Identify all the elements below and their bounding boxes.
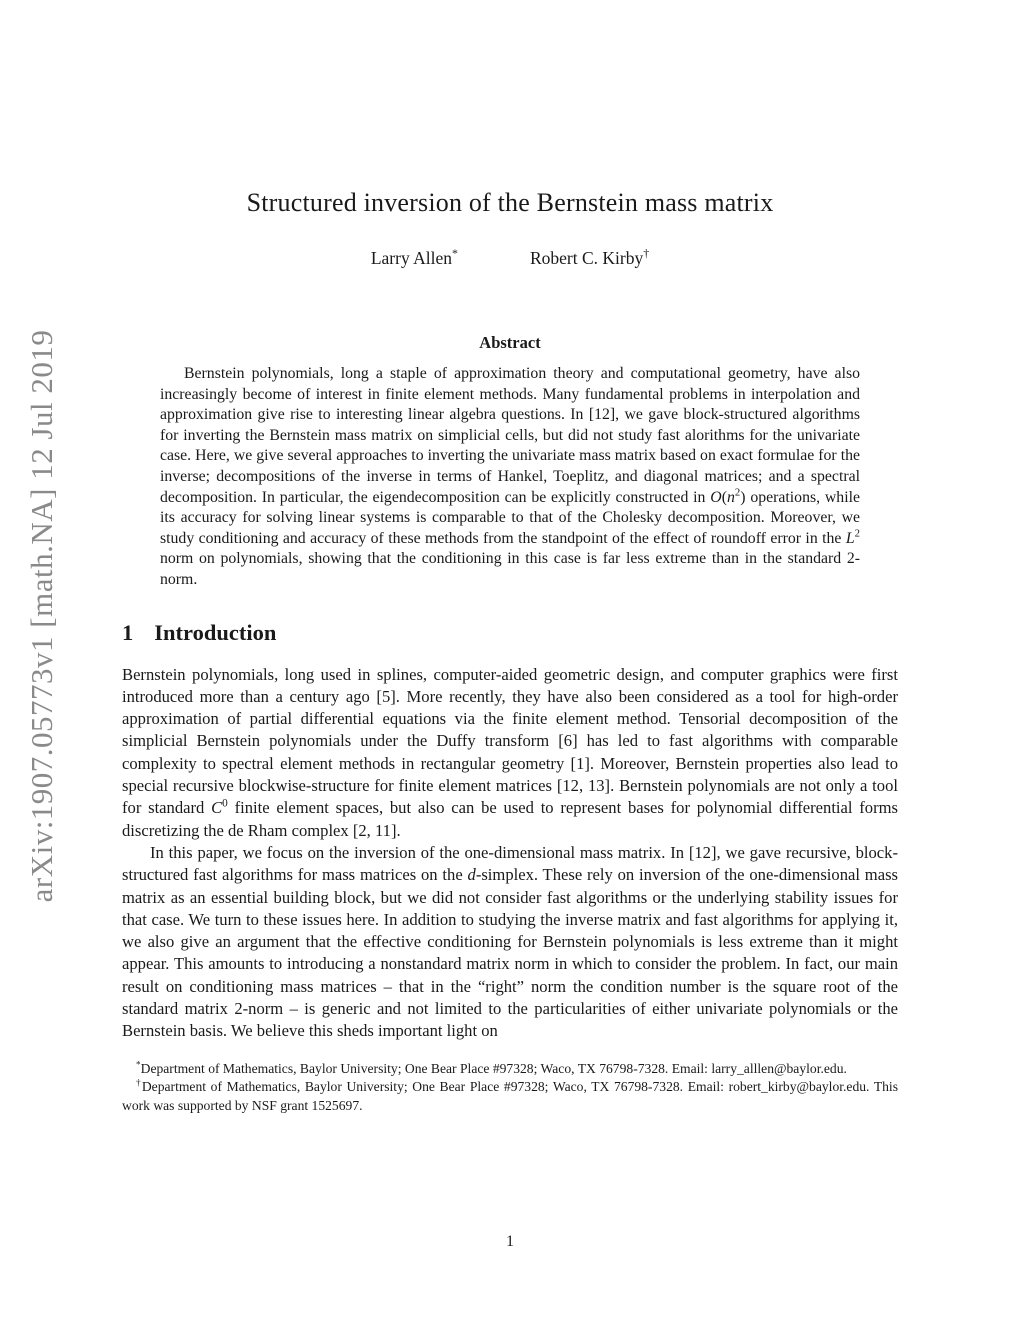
intro-paragraph-2: In this paper, we focus on the inversion of the one-dimensional mass matrix. In [12], we gave recursive, block-structured fast algorithms for mass matrices on the d-simplex. These rely on inversion of the one-dimensional mass matrix as an essential building block, but we did not consider fast algorithms or the underlying stability issues for that case. We turn to these issues here. In addition to studying the inverse matrix and fast algorithms for applying it, we also give an argument that the effective conditioning for Bernstein polynomials is less extreme than it might appear. This amounts to introducing a nonstandard matrix norm in which to consider the problem. In fact, our main result on conditioning mass matrices – that in the “right” norm the condition number is the square root of the standard matrix 2-norm – is generic and not limited to the particularities of either univariate polynomials or the Bernstein basis. We believe this sheds important light on [122,842,898,1041]
footnote-2: †Department of Mathematics, Baylor University; One Bear Place #97328; Waco, TX 76798-7328. Email: robert_kirby@baylor.edu. This work was supported by NSF grant 1525697. [122,1077,898,1113]
author-1-footnote-mark: * [451,246,458,261]
section-heading-introduction [122,620,898,646]
authors-row [122,248,898,269]
footnote-1: *Department of Mathematics, Baylor University; One Bear Place #97328; Waco, TX 76798-7328. Email: larry_alllen@baylor.edu. [136,1059,847,1076]
footnotes [122,1060,898,1116]
page-number: 1 [506,1233,514,1250]
author-2-footnote-mark: † [643,246,650,261]
paper-content [122,0,898,1115]
abstract-heading: Abstract [479,333,541,352]
paper-title: Structured inversion of the Bernstein mass matrix [246,188,774,217]
author-2-name: Robert C. Kirby [529,248,644,268]
author-1 [371,248,458,269]
author-2 [530,248,649,269]
section-number: 1 [122,619,134,645]
abstract-text: Bernstein polynomials, long a staple of approximation theory and computational geometry, have also increasingly become of interest in finite element methods. Many fundamental problems in interpolation and approximation give rise to interesting linear algebra questions. In [12], we gave block-structured algorithms for inverting the Bernstein mass matrix on simplicial cells, but did not study fast alorithms for the univariate case. Here, we give several approaches to inverting the univariate mass matrix based on exact formulae for the inverse; decompositions of the inverse in terms of Hankel, Toeplitz, and diagonal matrices; and a spectral decomposition. In particular, the eigendecomposition can be explicitly constructed in $O(n^2)$ operations, while its accuracy for solving linear systems is comparable to that of the Cholesky decomposition. Moreover, we study conditioning and accuracy of these methods from the standpoint of the effect of roundoff error in the $L^2$ norm on polynomials, showing that the conditioning in this case is far less extreme than in the standard 2-norm. [160,365,860,588]
section-title: Introduction [154,619,277,645]
author-1-name: Larry Allen [370,248,452,268]
arxiv-watermark: arXiv:1907.05773v1 [math.NA] 12 Jul 2019 [24,329,59,903]
intro-paragraph-1: Bernstein polynomials, long used in splines, computer-aided geometric design, and computer graphics were first introduced more than a century ago [5]. More recently, they have also been considered as a tool for high-order approximation of partial differential equations via the finite element method. Tensorial decomposition of the simplicial Bernstein polynomials under the Duffy transform [6] has led to fast algorithms with comparable complexity to spectral element methods in rectangular geometry [1]. Moreover, Bernstein properties also lead to special recursive blockwise-structure for finite element matrices [12, 13]. Bernstein polynomials are not only a tool for standard $C^0$ finite element spaces, but also can be used to represent bases for polynomial differential forms discretizing the de Rham complex [2, 11]. [122,664,898,840]
